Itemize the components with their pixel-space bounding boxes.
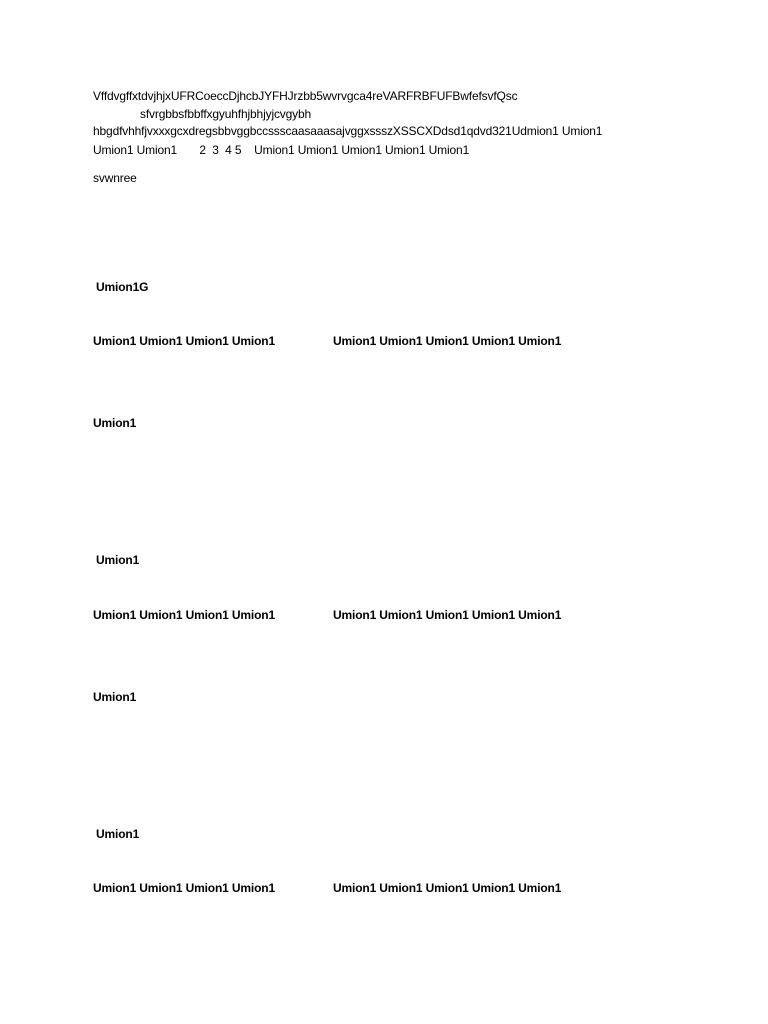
svwnree-text: svwnree [93,171,137,185]
block-2-footer: Umion1 [93,690,137,704]
header-line-3: hbgdfvhhfjvxxxgcxdregsbbvggbccssscaasaaasajvggxssszXSSCXDdsd1qdvd321Udmion1 Umion1 [93,124,603,138]
block-1-right-row: Umion1 Umion1 Umion1 Umion1 Umion1 [333,334,562,348]
header-line-4: Umion1 Umion1 2 3 4 5 Umion1 Umion1 Umion1 Umion1 Umion1 [93,143,470,157]
header-line-1: Vffdvgffxtdvjhjx​UFRCoeccDjhcbJYFHJrzbb5wvrvgca4reVARFRBFUFBwfefsvfQsc [93,89,518,103]
header-line-2: sfvrgbbsfbbffxgyuhfhjbhjyjcvgybh [140,107,312,121]
block-1-heading: Umion1G [96,280,149,294]
block-3-left-row: Umion1 Umion1 Umion1 Umion1 [93,881,275,895]
block-1-left-row: Umion1 Umion1 Umion1 Umion1 [93,334,275,348]
block-3-heading: Umion1 [96,827,140,841]
block-1-footer: Umion1 [93,416,137,430]
block-2-heading: Umion1 [96,553,140,567]
block-3-right-row: Umion1 Umion1 Umion1 Umion1 Umion1 [333,881,562,895]
block-2-left-row: Umion1 Umion1 Umion1 Umion1 [93,608,275,622]
block-2-right-row: Umion1 Umion1 Umion1 Umion1 Umion1 [333,608,562,622]
